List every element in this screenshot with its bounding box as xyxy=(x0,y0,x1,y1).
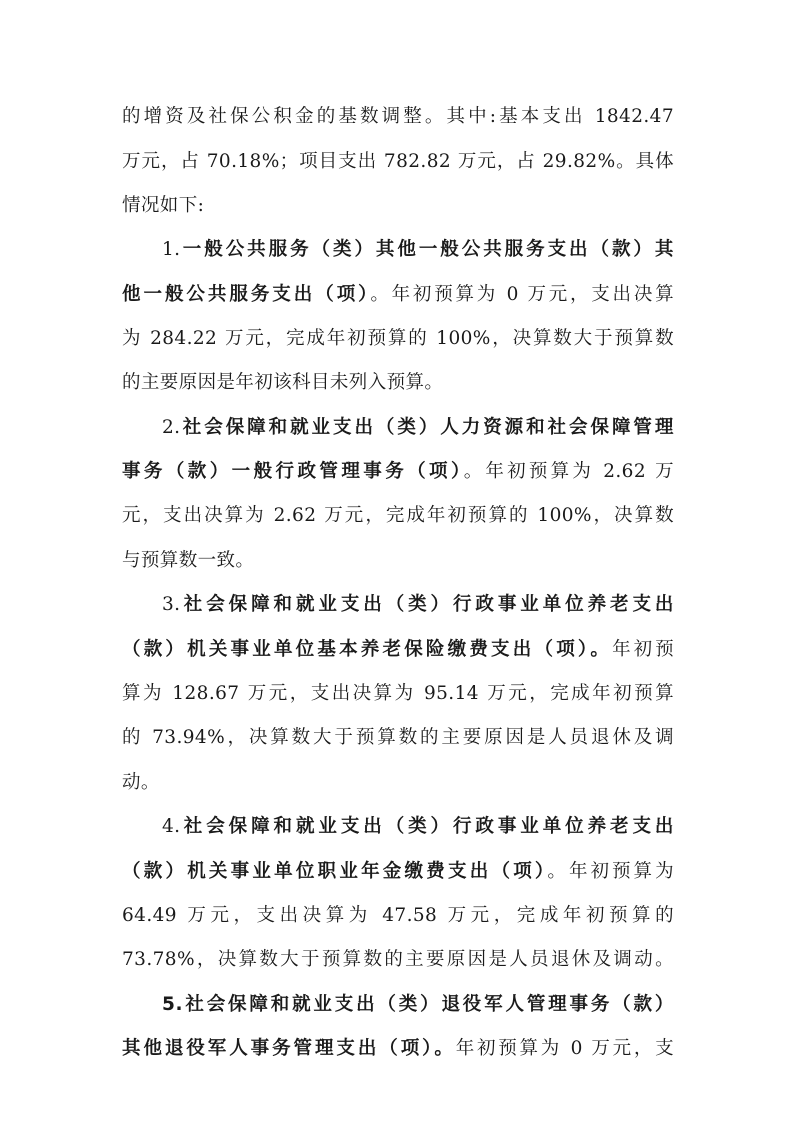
item-3-line-5: 动。 xyxy=(122,772,160,793)
item-5-line-2 xyxy=(122,1034,674,1064)
item-4-line-3: 64.49 万元，支出决算为 47.58 万元，完成年初预算的 xyxy=(122,905,674,926)
item-2-line-4: 与预算数一致。 xyxy=(122,550,255,571)
item-3-rest-b: 年初预 xyxy=(612,639,674,660)
item-1-line-2 xyxy=(122,280,674,310)
item-2-number: 2. xyxy=(162,417,181,438)
item-4-rest-b: 。年初预算为 xyxy=(547,861,674,882)
item-3-title-b: （款）机关事业单位基本养老保险缴费支出（项）。 xyxy=(122,639,613,660)
item-5-rest-b: 年初预算为 0 万元，支 xyxy=(455,1038,674,1059)
item-1-line-4: 的主要原因是年初该科目未列入预算。 xyxy=(122,372,444,393)
intro-line-1: 的增资及社保公积金的基数调整。其中:基本支出 1842.47 xyxy=(122,106,674,127)
item-1-rest-b: 。年初预算为 0 万元，支出决算 xyxy=(370,284,674,305)
intro-line-2: 万元，占 70.18%；项目支出 782.82 万元，占 29.82%。具体 xyxy=(122,151,674,172)
item-3-line-2 xyxy=(122,635,674,665)
item-3-line-4: 的 73.94%，决算数大于预算数的主要原因是人员退休及调 xyxy=(122,727,674,748)
item-1-line-3: 为 284.22 万元，完成年初预算的 100%，决算数大于预算数 xyxy=(122,328,674,349)
item-2-title-a: 社会保障和就业支出（类）人力资源和社会保障管理 xyxy=(180,417,674,438)
item-5-title-a: 社会保障和就业支出（类）退役军人管理事务（款） xyxy=(183,994,674,1015)
item-2-line-3: 元，支出决算为 2.62 万元，完成年初预算的 100%，决算数 xyxy=(122,505,674,526)
item-2-rest-b: 。年初预算为 2.62 万 xyxy=(463,461,675,482)
item-3-title-a: 社会保障和就业支出（类）行政事业单位养老支出 xyxy=(180,594,674,615)
intro-line-3: 情况如下: xyxy=(122,195,205,216)
item-4-line-1 xyxy=(122,812,674,842)
item-3-line-3: 算为 128.67 万元，支出决算为 95.14 万元，完成年初预算 xyxy=(122,683,674,704)
item-1-number: 1. xyxy=(162,239,181,260)
item-3-number: 3. xyxy=(162,594,181,615)
item-5-number: 5. xyxy=(162,994,184,1015)
item-5-line-1 xyxy=(122,990,674,1020)
item-4-number: 4. xyxy=(162,816,181,837)
item-3-line-1 xyxy=(122,590,674,620)
item-4-title-a: 社会保障和就业支出（类）行政事业单位养老支出 xyxy=(180,816,674,837)
item-1-title-a: 一般公共服务（类）其他一般公共服务支出（款）其 xyxy=(180,239,674,260)
item-4-line-4: 73.78%，决算数大于预算数的主要原因是人员退休及调动。 xyxy=(122,949,674,970)
item-5-title-b: 其他退役军人事务管理支出（项）。 xyxy=(122,1038,456,1059)
item-2-line-1 xyxy=(122,413,674,443)
item-1-title-b: 他一般公共服务支出（项） xyxy=(122,284,371,305)
item-2-title-b: 事务（款）一般行政管理事务（项） xyxy=(122,461,464,482)
item-1-line-1 xyxy=(122,235,674,265)
item-2-line-2 xyxy=(122,457,674,487)
document-page xyxy=(122,0,674,1122)
item-4-title-b: （款）机关事业单位职业年金缴费支出（项） xyxy=(122,861,548,882)
item-4-line-2 xyxy=(122,857,674,887)
